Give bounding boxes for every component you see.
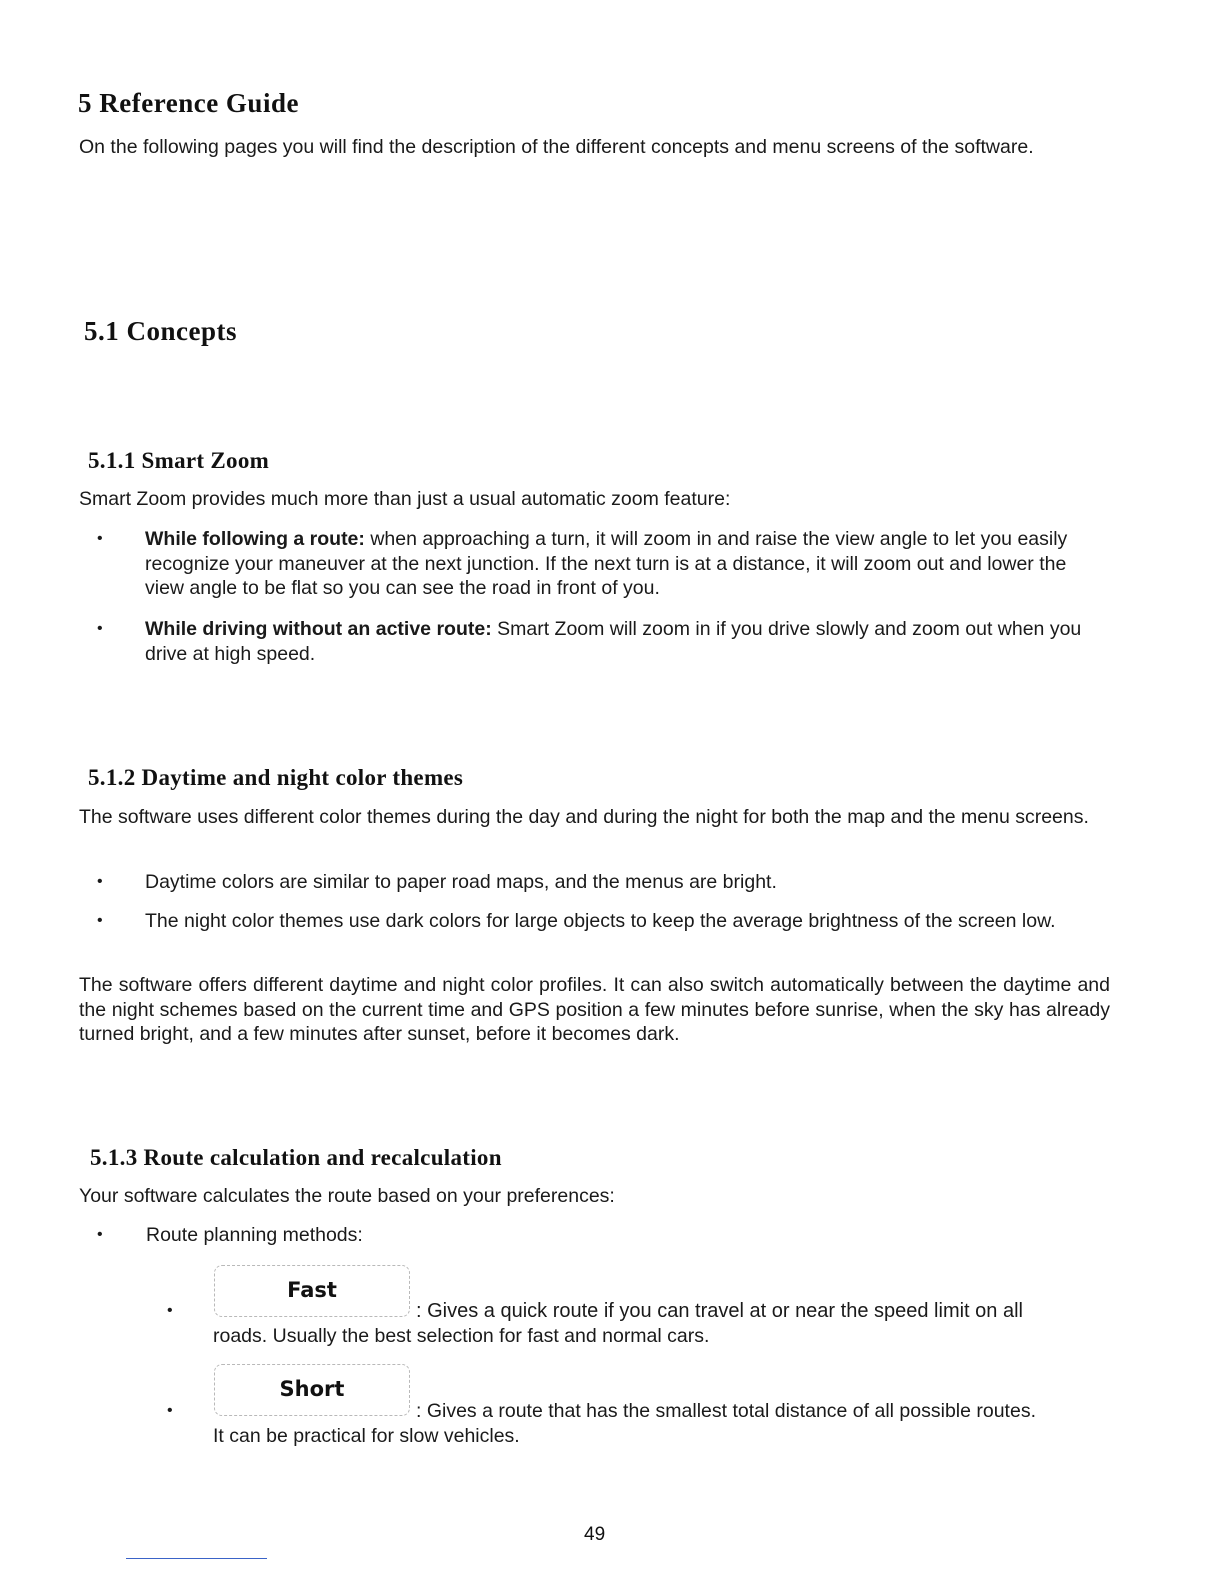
section-heading-reference-guide: 5 Reference Guide: [78, 88, 299, 118]
bullet-marker: •: [97, 873, 103, 890]
bullet-marker: •: [97, 530, 103, 547]
bullet-marker: •: [167, 1302, 173, 1319]
section-heading-concepts: 5.1 Concepts: [84, 316, 237, 346]
bullet-text: when approaching a turn, it will zoom in and raise the view angle to let you easily recognize your maneuver at the next junction. If the next turn is at a distance, it will zoom out and lower the view angle to be flat so you can see the road in front of you.: [145, 528, 1068, 599]
fast-route-description: : Gives a quick route if you can travel at or near the speed limit on all: [416, 1300, 1023, 1322]
route-calculation-intro: Your software calculates the route based on your preferences:: [79, 1185, 615, 1207]
smart-zoom-intro: Smart Zoom provides much more than just a usual automatic zoom feature:: [79, 488, 731, 510]
fast-route-button[interactable]: [214, 1265, 410, 1317]
short-route-description-cont: It can be practical for slow vehicles.: [213, 1425, 520, 1447]
reference-guide-intro: On the following pages you will find the description of the different concepts and menu screens of the software.: [79, 136, 1034, 158]
color-themes-bullet-night: The night color themes use dark colors for large objects to keep the average brightness of the screen low.: [145, 910, 1056, 932]
page-number: 49: [584, 1524, 606, 1545]
color-themes-bullet-daytime: Daytime colors are similar to paper road maps, and the menus are bright.: [145, 871, 777, 893]
bullet-text: Smart Zoom will zoom in if you drive slowly and zoom out when you drive at high speed.: [145, 618, 1082, 665]
bullet-marker: •: [167, 1402, 173, 1419]
bullet-marker: •: [97, 912, 103, 929]
footer-rule: [126, 1558, 267, 1559]
subsection-heading-route-calculation: 5.1.3 Route calculation and recalculation: [90, 1145, 502, 1170]
bullet-lead: While driving without an active route:: [145, 618, 492, 640]
bullet-lead: While following a route:: [145, 528, 365, 550]
subsection-heading-color-themes: 5.1.2 Daytime and night color themes: [88, 765, 464, 790]
color-themes-outro: The software offers different daytime and night color profiles. It can also switch automatically between the daytime and the night schemes based on the current time and GPS position a few minutes before sunrise, when the sky has already turned bright, and a few minutes after sunset, before it becomes dark.: [79, 974, 1110, 1045]
route-planning-methods-label: Route planning methods:: [146, 1224, 363, 1246]
bullet-marker: •: [97, 620, 103, 637]
subsection-heading-smart-zoom: 5.1.1 Smart Zoom: [88, 448, 270, 473]
bullet-marker: •: [97, 1226, 103, 1243]
smart-zoom-bullet-no-route: [145, 617, 1110, 666]
fast-route-button-label: Fast: [287, 1278, 337, 1302]
short-route-description: : Gives a route that has the smallest total distance of all possible routes.: [416, 1400, 1036, 1422]
short-route-button[interactable]: [214, 1364, 410, 1416]
short-route-button-label: Short: [279, 1377, 345, 1401]
smart-zoom-bullet-following-route: [145, 527, 1090, 601]
fast-route-description-cont: roads. Usually the best selection for fast and normal cars.: [213, 1325, 710, 1347]
color-themes-intro: The software uses different color themes during the day and during the night for both the map and the menu screens.: [79, 806, 1089, 828]
